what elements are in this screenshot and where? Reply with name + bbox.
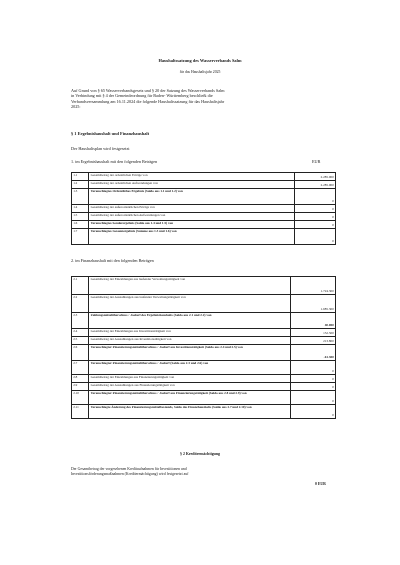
intro-line: Auf Grund von § 65 Wasserverbandsgesetz und § 20 der Satzung des Wasserverbands Salm (71, 88, 225, 93)
document-title: Haushaltssatzung des Wasserverbands Salm (158, 58, 242, 63)
credit-line: Investitionsförderungsmaßnahmen (Kreditermächtigung) wird festgesetzt auf (71, 471, 189, 476)
row-number: 2.10 (72, 391, 89, 405)
row-value: 0 (294, 213, 335, 221)
table-row (72, 391, 336, 405)
credit-line: Der Gesamtbetrag der vorgesehenen Kreditaufnahmen für Investitionen und (71, 467, 187, 471)
row-value: 0 (290, 361, 335, 375)
row-value: 40.000 (290, 313, 335, 329)
row-number: 2.5 (72, 337, 89, 345)
table-row (72, 181, 336, 189)
row-number: 2.7 (72, 361, 89, 375)
intro-line: Verbandsversammlung am 16.11.2024 die folgende Haushaltssatzung für das Haushaltsjahr (71, 98, 225, 104)
row-text: Veranschlagtes Ordentliches Ergebnis (Saldo aus 1.1 und 1.2) von (89, 189, 294, 205)
row-text: Veranschlagtes Sonderergebnis (Saldo aus 1.4 und 1.5) von (89, 221, 294, 229)
table-row (72, 405, 336, 419)
row-number: 1.4 (72, 205, 89, 213)
intro-paragraph (71, 88, 341, 109)
row-text: Gesamtbetrag der ordentlichen Aufwendungen von (89, 181, 294, 189)
document-subtitle: für das Haushaltsjahr 2025 (179, 70, 221, 74)
row-text: Gesamtbetrag der Auszahlungen aus Investitionstätigkeit von (89, 337, 290, 345)
row-text: Gesamtbetrag der außerordentlichen Erträge von (89, 205, 294, 213)
table-row (72, 229, 336, 245)
credit-amount: 0 EUR (315, 482, 326, 486)
row-text: Veranschlagter Finanzierungsmittelüberschuss / -bedarf (Saldo aus 2.3 und 2.6) von (89, 361, 290, 375)
row-number: 1.7 (72, 229, 89, 245)
table-row (72, 345, 336, 361)
row-text: Gesamtbetrag der Auszahlungen aus Finanzierungstätigkeit von (89, 383, 290, 391)
intro-line: in Verbindung mit § 4 der Gemeindeordnung für Baden- Württemberg beschließt die (71, 93, 213, 99)
table-row (72, 189, 336, 205)
row-number: 1.3 (72, 189, 89, 205)
section-1-intro: Der Haushaltsplan wird festgesetzt (71, 146, 130, 151)
table-row (72, 173, 336, 181)
row-text: Veranschlagtes Gesamtergebnis (Summe aus 1.3 und 1.6) von (89, 229, 294, 245)
row-number: 2.11 (72, 405, 89, 419)
row-number: 2.6 (72, 345, 89, 361)
credit-paragraph (71, 467, 336, 476)
row-value: 0 (294, 229, 335, 245)
finance-budget-table (71, 276, 336, 419)
row-text: Veranschlagter Finanzierungsmittelüberschuss / -bedarf aus Investitionstätigkeit (Saldo aus 2.4 und 2.5) von (89, 345, 290, 361)
row-value: 2.285.000 (294, 173, 335, 181)
row-value: 152.500 (290, 329, 335, 337)
intro-line: 2025: (71, 103, 81, 109)
row-text: Gesamtbetrag der Einzahlungen aus Investitionstätigkeit von (89, 329, 290, 337)
row-value: 0 (294, 189, 335, 205)
section-2-heading: § 2 Kreditermächtigung (180, 452, 220, 456)
row-value: 0 (290, 383, 335, 391)
row-value: 0 (294, 221, 335, 229)
results-budget-table (71, 172, 336, 245)
row-text: Veranschlagte Änderung des Finanzierungsmittelbestands, Saldo des Finanzhaushalts (Saldo aus 2.7 und 2.10) von (89, 405, 290, 419)
section-1-heading: § 1 Ergebnishaushalt und Finanzhaushalt (71, 131, 150, 136)
table-row (72, 295, 336, 313)
table-row (72, 221, 336, 229)
table-row (72, 313, 336, 329)
table-row (72, 375, 336, 383)
results-budget-heading: 1. im Ergebnishaushalt mit den folgenden Beträgen (71, 159, 158, 164)
table-row (72, 337, 336, 345)
row-text: Veranschlagter Finanzierungsmittelüberschuss / -bedarf aus Finanzierungstätigkeit (Saldo aus 2.8 und 2.9) von (89, 391, 290, 405)
row-number: 1.1 (72, 173, 89, 181)
table-row (72, 213, 336, 221)
table-row (72, 361, 336, 375)
row-text: Gesamtbetrag der außerordentlichen Aufwendungen von (89, 213, 294, 221)
row-number: 1.2 (72, 181, 89, 189)
row-text: Zahlungsmittelüberschuss / -bedarf des Ergebnishaushalts (Saldo aus 2.1 und 2.2) von (89, 313, 290, 329)
row-value: 0 (290, 375, 335, 383)
row-text: Gesamtbetrag der Einzahlungen aus Finanzierungstätigkeit von (89, 375, 290, 383)
table-row (72, 383, 336, 391)
table-row (72, 205, 336, 213)
row-value: 213.800 (290, 337, 335, 345)
row-number: 1.5 (72, 213, 89, 221)
row-number: 2.9 (72, 383, 89, 391)
row-value: 1.724.300 (290, 277, 335, 295)
currency-label: EUR (312, 159, 321, 164)
finance-budget-heading: 2. im Finanzhaushalt mit den folgenden Beträgen (71, 258, 154, 263)
row-number: 2.2 (72, 295, 89, 313)
row-number: 2.3 (72, 313, 89, 329)
table-row (72, 329, 336, 337)
row-value: 2.285.000 (294, 181, 335, 189)
row-value: 0 (294, 205, 335, 213)
row-number: 2.4 (72, 329, 89, 337)
row-text: Gesamtbetrag der Auszahlungen aus laufender Verwaltungstätigkeit von (89, 295, 290, 313)
row-value: 0 (290, 405, 335, 419)
row-text: Gesamtbetrag der Einzahlungen aus laufender Verwaltungstätigkeit von (89, 277, 290, 295)
row-number: 2.1 (72, 277, 89, 295)
row-number: 1.6 (72, 221, 89, 229)
row-text: Gesamtbetrag der ordentlichen Erträge von (89, 173, 294, 181)
row-value: 1.685.300 (290, 295, 335, 313)
table-row (72, 277, 336, 295)
row-value: -61.300 (290, 345, 335, 361)
row-value: 0 (290, 391, 335, 405)
row-number: 2.8 (72, 375, 89, 383)
